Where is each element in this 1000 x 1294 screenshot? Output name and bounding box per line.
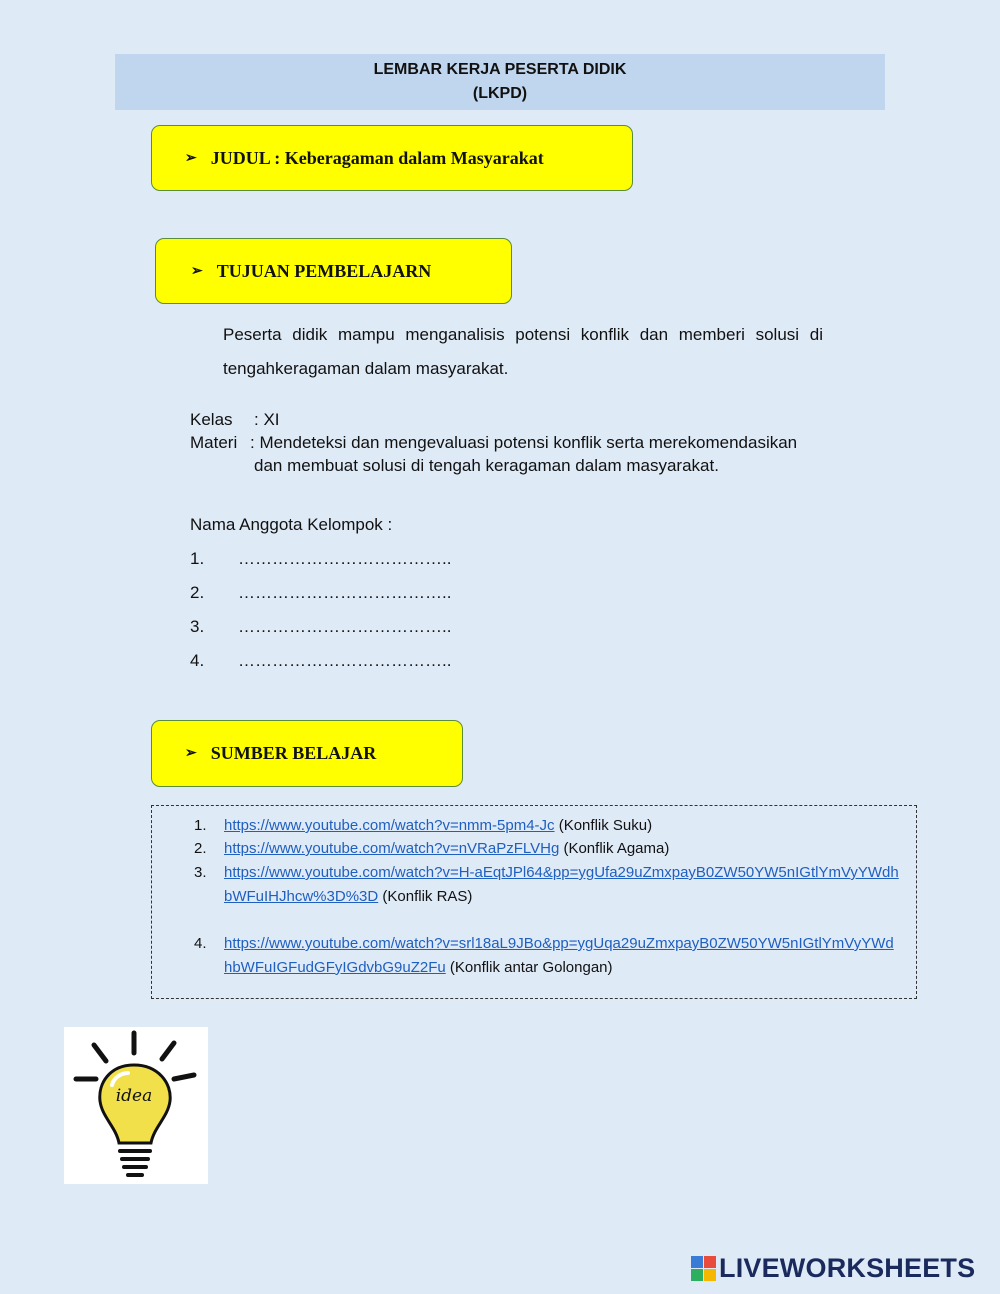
list-item (194, 932, 902, 979)
liveworksheets-logo (691, 1253, 975, 1283)
member-number: 3. (190, 617, 205, 636)
materi-label: Materi (190, 433, 238, 452)
kelas-label: Kelas (190, 410, 233, 429)
materi-continuation: dan membuat solusi di tengah keragaman dalam masyarakat. (254, 456, 719, 475)
source-note: (Konflik antar Golongan) (449, 958, 613, 976)
kelas-row (190, 408, 280, 431)
tujuan-heading: TUJUAN PEMBELAJARN (216, 260, 432, 281)
page-title: LEMBAR KERJA PESERTA DIDIK (373, 61, 627, 78)
list-item (194, 861, 902, 908)
item-number: 1. (194, 817, 207, 834)
judul-text: JUDUL : Keberagaman dalam Masyarakat (210, 147, 544, 168)
member-number: 1. (190, 549, 205, 568)
item-number: 2. (194, 840, 207, 857)
members-title: Nama Anggota Kelompok : (190, 515, 393, 534)
member-entry[interactable] (190, 583, 451, 603)
source-link[interactable]: https://www.youtube.com/watch?v=srl18aL9JBo&pp=ygUqa29uZmxpayB0ZW50YW5nIGtlYmVyYWdhbWFuIGFudGFyIGdvbG9uZ2Fu (224, 935, 894, 976)
title-banner (115, 54, 885, 110)
judul-box (151, 125, 633, 191)
list-item (194, 814, 902, 838)
item-number: 3. (194, 864, 207, 881)
kelas-value: : XI (254, 410, 280, 429)
sources-list (151, 805, 917, 999)
tujuan-box (155, 238, 512, 304)
logo-mark-icon (691, 1256, 716, 1281)
member-number: 2. (190, 583, 205, 602)
member-number: 4. (190, 651, 205, 670)
member-entry[interactable] (190, 549, 451, 569)
materi-value: : Mendeteksi dan mengevaluasi potensi konflik serta merekomendasikan (250, 433, 798, 452)
sumber-heading: SUMBER BELAJAR (210, 743, 377, 763)
arrow-bullet-icon: ➢ (185, 150, 197, 166)
page-subtitle: (LKPD) (472, 85, 528, 102)
source-note: (Konflik Suku) (558, 817, 653, 834)
materi-row (190, 431, 830, 477)
brand-name: LIVEWORKSHEETS (719, 1252, 976, 1283)
source-link[interactable]: https://www.youtube.com/watch?v=nVRaPzFLVHg (224, 840, 560, 857)
member-blank: ……………………………….. (238, 651, 452, 670)
item-number: 4. (194, 935, 207, 952)
lightbulb-icon (64, 1027, 208, 1184)
source-note: (Konflik RAS) (382, 887, 473, 905)
learning-goal-text: Peserta didik mampu menganalisis potensi konflik dan memberi solusi di tengahkeragaman dalam masyarakat. (223, 325, 823, 378)
member-blank: ……………………………….. (238, 583, 452, 602)
source-link[interactable]: https://www.youtube.com/watch?v=nmm-5pm4-Jc (224, 817, 555, 834)
source-note: (Konflik Agama) (563, 840, 670, 857)
arrow-bullet-icon: ➢ (191, 263, 203, 279)
idea-label: idea (115, 1086, 153, 1106)
sumber-box (151, 720, 463, 787)
arrow-bullet-icon: ➢ (185, 746, 197, 761)
list-item (194, 837, 902, 861)
member-blank: ……………………………….. (238, 617, 452, 636)
member-entry[interactable] (190, 617, 451, 637)
member-blank: ……………………………….. (238, 549, 452, 568)
source-link[interactable]: https://www.youtube.com/watch?v=H-aEqtJPl64&pp=ygUfa29uZmxpayB0ZW50YW5nIGtlYmVyYWdhbWFuIHJhcw%3D%3D (224, 864, 899, 905)
member-entry[interactable] (190, 651, 451, 671)
